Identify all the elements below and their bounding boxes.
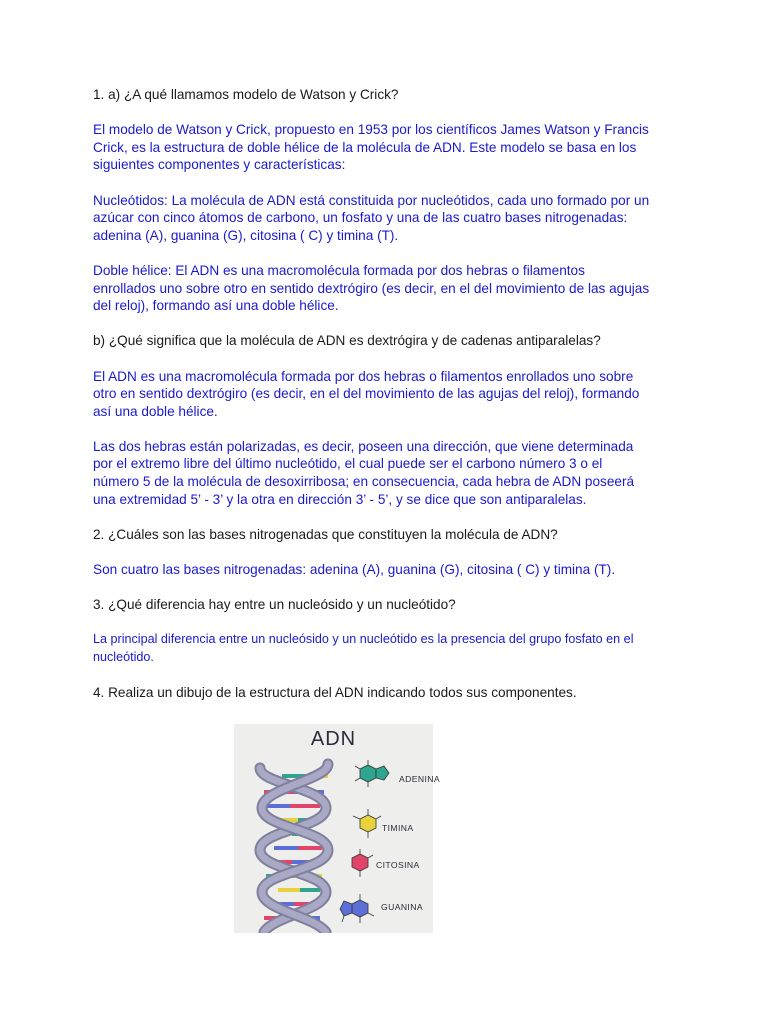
answer-1a-line: El modelo de Watson y Crick, propuesto en 1953 por los científicos James Watson y Francis bbox=[93, 122, 649, 138]
guanine-label: GUANINA bbox=[381, 902, 423, 912]
answer-1a-line: Crick, es la estructura de doble hélice de la molécula de ADN. Este modelo se basa en los bbox=[93, 139, 637, 155]
answer-3-line: nucleótido. bbox=[93, 650, 154, 664]
answer-2: Son cuatro las bases nitrogenadas: adenina (A), guanina (G), citosina ( C) y timina (T). bbox=[93, 562, 616, 578]
cytosine-molecule bbox=[352, 849, 373, 877]
answer-1b-line: número 5 de la molécula de desoxirribosa; en consecuencia, cada hebra de ADN poseerá bbox=[93, 474, 635, 490]
nucleotidos-line: adenina (A), guanina (G), citosina ( C) y timina (T). bbox=[93, 227, 399, 243]
question-1a: 1. a) ¿A qué llamamos modelo de Watson y Crick? bbox=[93, 87, 399, 102]
doble-helice-paragraph bbox=[93, 262, 685, 315]
doble-helice-line: Doble hélice: El ADN es una macromolécula formada por dos hebras o filamentos bbox=[93, 262, 585, 278]
answer-1b-line: por el extremo libre del último nucleótido, el cual puede ser el carbono número 3 o el bbox=[93, 456, 603, 472]
question-3: 3. ¿Qué diferencia hay entre un nucleósido y un nucleótido? bbox=[93, 597, 456, 613]
adenine-molecule bbox=[355, 760, 389, 787]
answer-1b-line: así una doble hélice. bbox=[93, 403, 218, 419]
nucleotidos-line: azúcar con cinco átomos de carbono, un fosfato y una de las cuatro bases nitrogenadas: bbox=[93, 210, 628, 226]
answer-1b-part2 bbox=[93, 438, 685, 508]
thymine-label: TIMINA bbox=[382, 823, 414, 833]
document-body bbox=[93, 86, 685, 702]
answer-1b-line: otro en sentido dextrógiro (es decir, en el del movimiento de las agujas del reloj), formando bbox=[93, 386, 640, 402]
answer-1a-line: siguientes componentes y características: bbox=[93, 157, 346, 173]
doble-helice-line: enrollados uno sobre otro en sentido dextrógiro (es decir, en el del movimiento de las agujas bbox=[93, 280, 650, 296]
answer-3 bbox=[93, 631, 685, 666]
nucleotidos-line: Nucleótidos: La molécula de ADN está constituida por nucleótidos, cada uno formado por un bbox=[93, 192, 650, 208]
answer-1b-part1 bbox=[93, 368, 685, 421]
thymine-molecule bbox=[353, 809, 381, 838]
answer-3-line: La principal diferencia entre un nucleósido y un nucleótido es la presencia del grupo fosfato en el bbox=[93, 632, 634, 647]
adenine-label: ADENINA bbox=[399, 774, 441, 784]
dna-figure bbox=[234, 724, 441, 933]
question-2: 2. ¿Cuáles son las bases nitrogenadas que constituyen la molécula de ADN? bbox=[93, 526, 558, 542]
answer-1b-line: Las dos hebras están polarizadas, es decir, poseen una dirección, que viene determinada bbox=[93, 438, 634, 454]
answer-1b-line: una extremidad 5’ - 3’ y la otra en dirección 3’ - 5’, y se dice que son antiparalelas. bbox=[93, 491, 587, 507]
nucleotidos-paragraph bbox=[93, 192, 685, 245]
guanine-molecule bbox=[340, 894, 374, 923]
question-1b: b) ¿Qué significa que la molécula de ADN es dextrógira y de cadenas antiparalelas? bbox=[93, 333, 601, 349]
cytosine-label: CITOSINA bbox=[376, 860, 420, 870]
figure-title: ADN bbox=[310, 728, 357, 750]
answer-1a bbox=[93, 121, 685, 174]
question-4: 4. Realiza un dibujo de la estructura del ADN indicando todos sus componentes. bbox=[93, 685, 577, 701]
doble-helice-line: del reloj), formando así una doble hélice. bbox=[93, 298, 339, 314]
answer-1b-line: El ADN es una macromolécula formada por dos hebras o filamentos enrollados uno sobre bbox=[93, 368, 634, 384]
